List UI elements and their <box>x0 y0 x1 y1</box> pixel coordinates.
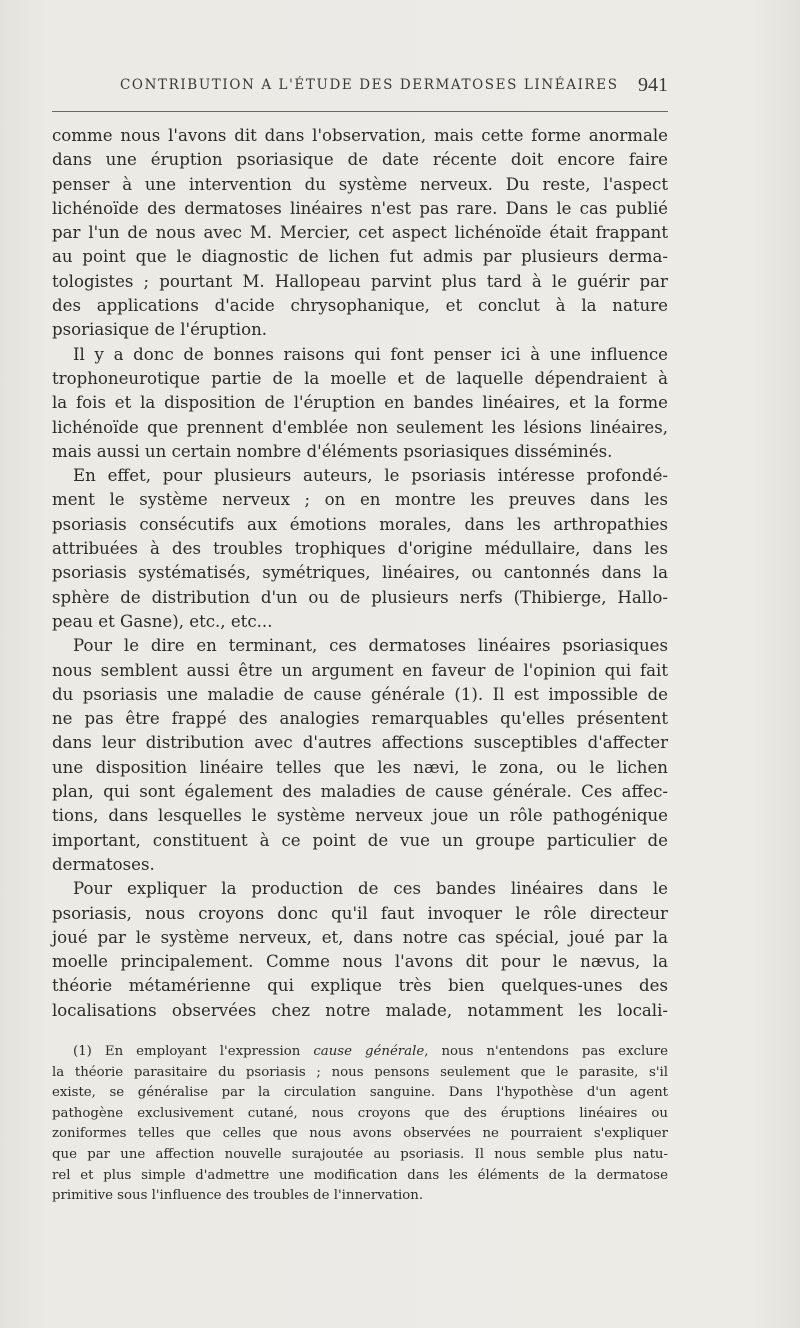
text-line: ment le système nerveux ; on en montre les preuves dans les <box>52 490 668 510</box>
footnote-line: rel et plus simple d'admettre une modification dans les éléments de la dermatose <box>52 1167 668 1183</box>
header-rule <box>52 111 668 112</box>
text-line: ne pas être frappé des analogies remarquables qu'elles présentent <box>52 709 668 729</box>
footnote-lead-rest: , nous n'entendons pas exclure <box>424 1044 668 1059</box>
text-line: psoriasis, nous croyons donc qu'il faut invoquer le rôle directeur <box>52 903 668 923</box>
text-line: attribuées à des troubles trophiques d'origine médullaire, dans les <box>52 539 668 559</box>
paragraph-start: Pour le dire en terminant, ces dermatoses linéaires psoriasiques <box>73 636 668 656</box>
text-line: au point que le diagnostic de lichen fut admis par plusieurs derma- <box>52 247 668 267</box>
text-line: dans leur distribution avec d'autres affections susceptibles d'affecter <box>52 733 668 753</box>
paragraph-start: En effet, pour plusieurs auteurs, le psoriasis intéresse profondé- <box>73 466 668 486</box>
footnote-first-line <box>52 1042 668 1063</box>
text-line: tologistes ; pourtant M. Hallopeau parvint plus tard à le guérir par <box>52 271 668 291</box>
text-line: par l'un de nous avec M. Mercier, cet aspect lichénoïde était frappant <box>52 223 668 243</box>
page-number: 941 <box>638 74 668 96</box>
text-line: nous semblent aussi être un argument en faveur de l'opinion qui fait <box>52 660 668 680</box>
text-line: dans une éruption psoriasique de date récente doit encore faire <box>52 150 668 170</box>
paragraph-start: Il y a donc de bonnes raisons qui font penser ici à une influence <box>73 344 668 364</box>
text-line: localisations observées chez notre malade, notamment les locali- <box>52 1000 668 1020</box>
text-line: plan, qui sont également des maladies de cause générale. Ces affec- <box>52 782 668 802</box>
text-line: important, constituent à ce point de vue un groupe particulier de <box>52 830 668 850</box>
text-line: trophoneurotique partie de la moelle et de laquelle dépendraient à <box>52 368 668 388</box>
text-line: penser à une intervention du système nerveux. Du reste, l'aspect <box>52 174 668 194</box>
footnote-line: primitive sous l'influence des troubles de l'innervation. <box>52 1188 424 1204</box>
text-line: psoriasis consécutifs aux émotions morales, dans les arthropathies <box>52 514 668 534</box>
footnote-line: zoniformes telles que celles que nous avons observées ne pourraient s'expliquer <box>52 1126 668 1142</box>
text-line: dermatoses. <box>52 854 155 874</box>
text-line: moelle principalement. Comme nous l'avons dit pour le nævus, la <box>52 952 668 972</box>
footnote-line: pathogène exclusivement cutané, nous croyons que des éruptions linéaires ou <box>52 1105 668 1121</box>
text-line: psoriasis systématisés, symétriques, linéaires, ou cantonnés dans la <box>52 563 668 583</box>
text-line: lichénoïde des dermatoses linéaires n'est pas rare. Dans le cas publié <box>52 198 668 218</box>
footnote-emphasis: cause générale <box>313 1044 425 1059</box>
text-line: du psoriasis une maladie de cause générale (1). Il est impossible de <box>52 684 668 704</box>
text-line: comme nous l'avons dit dans l'observation, mais cette forme anormale <box>52 126 668 145</box>
text-line: peau et Gasne), etc., etc... <box>52 611 273 631</box>
footnote-line: que par une affection nouvelle surajoutée au psoriasis. Il nous semble plus natu- <box>52 1146 668 1162</box>
main-text <box>52 124 668 1023</box>
text-line: sphère de distribution d'un ou de plusieurs nerfs (Thibierge, Hallo- <box>52 587 668 607</box>
text-line: des applications d'acide chrysophanique, et conclut à la nature <box>52 296 668 316</box>
text-line: lichénoïde que prennent d'emblée non seulement les lésions linéaires, <box>52 417 668 437</box>
text-line: une disposition linéaire telles que les nævi, le zona, ou le lichen <box>52 757 668 777</box>
running-title: CONTRIBUTION A L'ÉTUDE DES DERMATOSES LINÉAIRES <box>120 77 619 93</box>
text-line: psoriasique de l'éruption. <box>52 320 268 340</box>
text-line: joué par le système nerveux, et, dans notre cas spécial, joué par la <box>52 927 668 947</box>
running-header <box>52 74 668 100</box>
text-line: théorie métamérienne qui explique très bien quelques-unes des <box>52 976 668 996</box>
text-line: mais aussi un certain nombre d'éléments psoriasiques disséminés. <box>52 441 613 461</box>
paragraph-start: Pour expliquer la production de ces bandes linéaires dans le <box>73 879 668 899</box>
footnote <box>52 1042 668 1207</box>
footnote-lead: (1) En employant l'expression <box>73 1044 314 1059</box>
text-line: la fois et la disposition de l'éruption en bandes linéaires, et la forme <box>52 393 668 413</box>
footnote-line: existe, se généralise par la circulation sanguine. Dans l'hypothèse d'un agent <box>52 1085 668 1101</box>
text-line: tions, dans lesquelles le système nerveux joue un rôle pathogénique <box>52 806 668 826</box>
footnote-line: la théorie parasitaire du psoriasis ; nous pensons seulement que le parasite, s'il <box>52 1064 668 1080</box>
